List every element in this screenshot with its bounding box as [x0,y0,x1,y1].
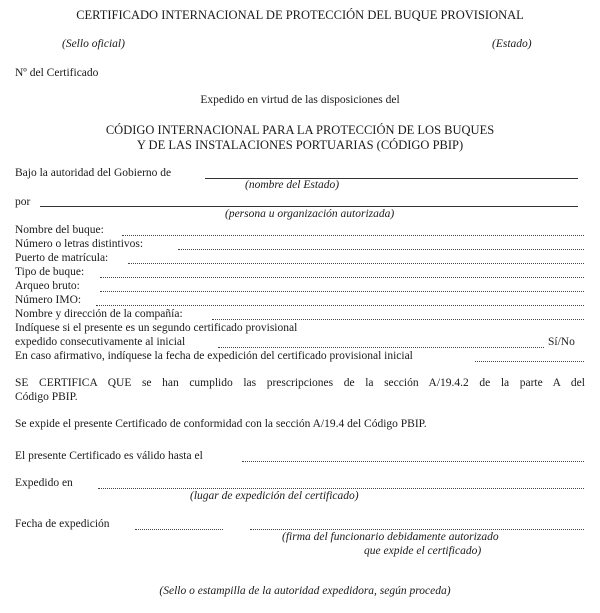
issue-date-label: Fecha de expedición [15,518,110,530]
port-of-registry-label: Puerto de matrícula: [15,252,109,264]
imo-number-label: Número IMO: [15,294,82,306]
company-label: Nombre y dirección de la compañía: [15,308,183,320]
valid-until-field[interactable] [242,461,584,462]
certifies-line1: SE CERTIFICA QUE se han cumplido las prescripciones de la sección A/19.4.2 de la parte A del [15,377,585,389]
authority-caption: (nombre del Estado) [245,179,340,191]
ship-type-field[interactable] [100,277,584,278]
state-caption: (Estado) [492,38,532,50]
affirmative-line: En caso afirmativo, indíquese la fecha de expedición del certificado provisional inicial [15,350,413,362]
ship-name-label: Nombre del buque: [15,224,104,236]
signature-caption-line1: (firma del funcionario debidamente autorizado [282,531,499,543]
certificate-number-label: Nº del Certificado [15,67,99,79]
company-field[interactable] [212,319,584,320]
ship-type-label: Tipo de buque: [15,266,85,278]
certificate-title: CERTIFICADO INTERNACIONAL DE PROTECCIÓN DEL BUQUE PROVISIONAL [76,8,524,22]
by-caption: (persona u organización autorizada) [225,208,395,220]
by-field[interactable] [40,206,578,207]
issued-at-caption: (lugar de expedición del certificado) [190,490,359,502]
issued-under-text: Expedido en virtud de las disposiciones del [200,94,400,106]
issue-date-field[interactable] [135,529,223,530]
yes-no-option[interactable]: Sí/No [548,336,575,348]
second-cert-line2: expedido consecutivamente al inicial [15,336,186,348]
official-seal-caption: (Sello oficial) [62,38,125,50]
authority-label: Bajo la autoridad del Gobierno de [15,167,172,179]
certifies-line2: Código PBIP. [15,391,78,403]
second-cert-dots [218,347,544,348]
valid-until-label: El presente Certificado es válido hasta el [15,450,203,462]
issued-at-label: Expedido en [15,477,73,489]
by-label: por [15,196,31,208]
port-of-registry-field[interactable] [128,263,584,264]
code-title-line1: CÓDIGO INTERNACIONAL PARA LA PROTECCIÓN DE LOS BUQUES [105,123,495,137]
code-title-line2: Y DE LAS INSTALACIONES PORTUARIAS (CÓDIGO PBIP) [136,138,464,152]
issued-conformity-text: Se expide el presente Certificado de conformidad con la sección A/19.4 del Código PBIP. [15,418,427,430]
distinctive-letters-label: Número o letras distintivos: [15,238,144,250]
gross-tonnage-label: Arqueo bruto: [15,280,80,292]
signature-caption-line2: que expide el certificado) [364,545,482,557]
second-cert-line1: Indíquese si el presente es un segundo certificado provisional [15,322,298,334]
signature-field[interactable] [250,529,584,530]
gross-tonnage-field[interactable] [100,291,584,292]
stamp-caption: (Sello o estampilla de la autoridad expedidora, según proceda) [159,585,451,597]
ship-name-field[interactable] [122,235,584,236]
initial-cert-date-field[interactable] [475,361,584,362]
imo-number-field[interactable] [96,305,584,306]
distinctive-letters-field[interactable] [178,249,584,250]
issued-at-field[interactable] [98,488,584,489]
